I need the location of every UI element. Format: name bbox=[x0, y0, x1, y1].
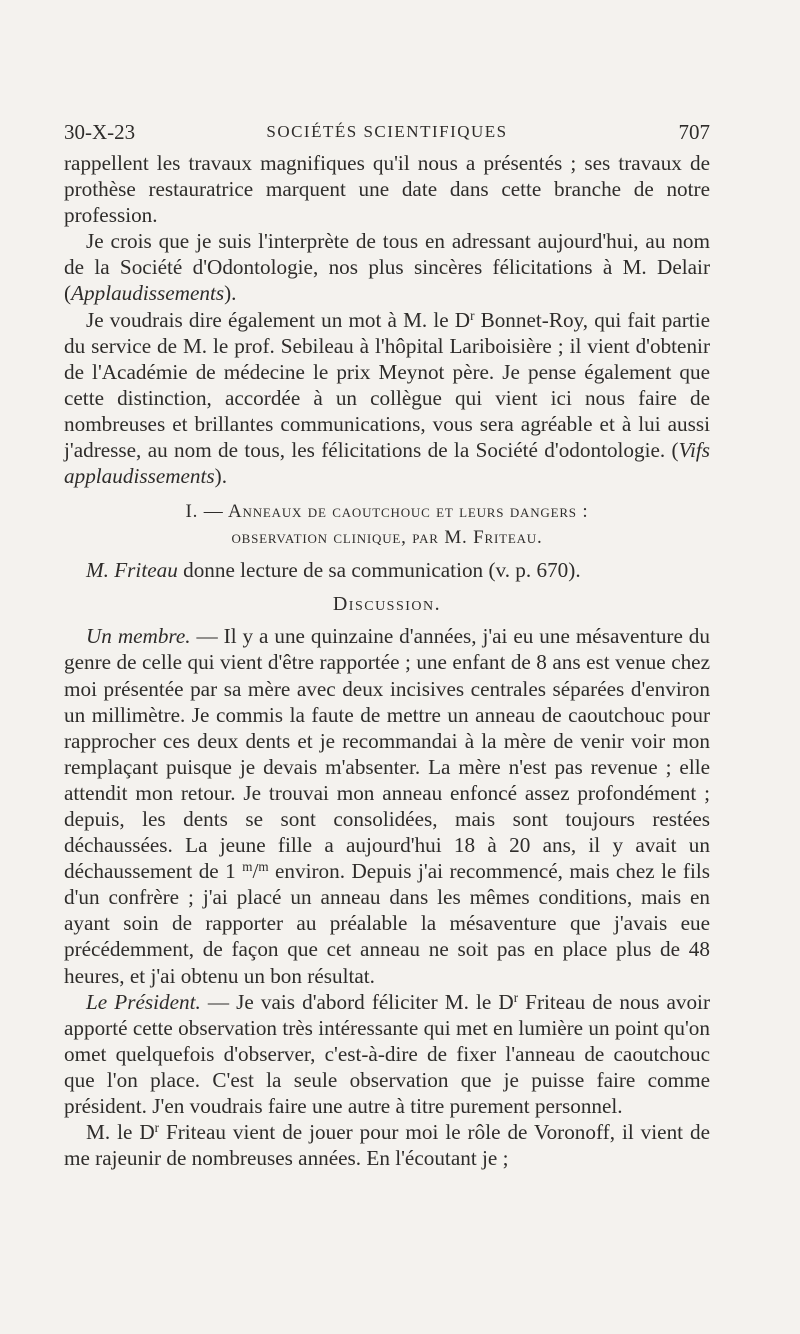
unit-slash: / bbox=[252, 859, 259, 884]
paragraph-3-text-b: Bonnet-Roy, qui fait partie du service de M. le prof. Sebileau à l'hôpital Lariboisière ; il vient d'obtenir de l'Académie de médecine le prix Meynot père. Je pense également que cette distinction, accordée à un collègue qui vient ici nous faire de nombreuses et brillantes communications, vous sera agréable et à lui aussi j'adresse, au nom de tous, les félicitations de la Société d'odontologie. ( bbox=[64, 307, 710, 463]
section-heading bbox=[64, 499, 710, 551]
header-title: SOCIÉTÉS SCIENTIFIQUES bbox=[266, 122, 508, 141]
body-text bbox=[64, 150, 710, 1171]
discussion-text-3b: Friteau vient de jouer pour moi le rôle de Voronoff, il vient de me rajeunir de nombreuses années. En l'écoutant je ; bbox=[64, 1120, 710, 1171]
discussion-title: Discussion. bbox=[332, 593, 442, 616]
section-heading-line-2: observation clinique, par M. Friteau. bbox=[231, 527, 543, 549]
paragraph-3-text-a: Je voudrais dire également un mot à M. le D bbox=[86, 307, 471, 332]
applause-note-1: Applaudissements bbox=[71, 281, 225, 306]
doctor-superscript-3: r bbox=[154, 1119, 159, 1135]
discussion-text-1-end: environ. Depuis j'ai recommencé, mais chez le fils d'un confrère ; j'ai placé un anneau dans les mêmes conditions, mais en ayant soin de rapporter au préalable la mésaventure que j'avais eue précédemment, de façon que cet anneau ne soit pas en place plus de 48 heures, et j'ai obtenu un bon résultat. bbox=[64, 859, 710, 988]
speaker-president: Le Président. bbox=[86, 989, 201, 1014]
paragraph-continuation bbox=[64, 150, 710, 228]
paragraph-voronoff bbox=[64, 1119, 710, 1171]
reading-text: donne lecture de sa communication (v. p. 670). bbox=[177, 558, 581, 583]
paragraph-reading bbox=[64, 557, 710, 583]
paragraph-bonnet-roy bbox=[64, 307, 710, 490]
doctor-superscript-2: r bbox=[513, 989, 519, 1005]
header-date: 30-X-23 bbox=[64, 120, 136, 144]
applause-note-2: Vifs applaudissements bbox=[64, 438, 710, 489]
discussion-text-1: — Il y a une quinzaine d'années, j'ai eu une mésaventure du genre de celle qui vient d'être rapportée ; une enfant de 8 ans est venue chez moi présentée par sa mère avec deux incisives centrales séparées d'environ un millimètre. Je commis la faute de mettre un anneau de caoutchouc pour rapprocher ces deux dents et je recommandai à la mère de venir voir mon remplaçant puisque je devais m'absenter. La mère n'est pas revenue ; elle attendit mon retour. Je trouvai mon anneau enfoncé assez profondément ; depuis, les dents se sont consolidées, mais sont toujours restées déchaussées. La jeune fille a aujourd'hui 18 à 20 ans, il y avait un déchaussement de 1 bbox=[64, 624, 710, 884]
unit-superscript-2: m bbox=[258, 858, 269, 874]
paragraph-1-text: rappellent les travaux magnifiques qu'il nous a présentés ; ses travaux de prothèse restauratrice marquent une date dans cette branche de notre profession. bbox=[64, 151, 710, 228]
unit-superscript-1: m bbox=[242, 858, 253, 874]
paragraph-un-membre bbox=[64, 623, 710, 988]
running-header bbox=[64, 114, 710, 150]
section-heading-line-1: I. — Anneaux de caoutchouc et leurs dangers : bbox=[185, 501, 589, 523]
discussion-text-2a: — Je vais d'abord féliciter M. le D bbox=[200, 989, 514, 1014]
paragraph-2-text: Je crois que je suis l'interprète de tous en adressant aujourd'hui, au nom de la Société d'Odontologie, nos plus sincères félicitations à M. Delair ( bbox=[64, 229, 710, 306]
speaker-friteau: M. Friteau bbox=[86, 558, 178, 583]
paragraph-2-end: ). bbox=[224, 281, 237, 306]
document-page bbox=[64, 114, 710, 1171]
paragraph-felicitations-delair bbox=[64, 228, 710, 306]
page-number: 707 bbox=[678, 120, 710, 144]
speaker-un-membre: Un membre. bbox=[86, 624, 191, 649]
discussion-text-3a: M. le D bbox=[86, 1120, 155, 1145]
paragraph-3-end: ). bbox=[214, 464, 228, 489]
discussion-text-2b: Friteau de nous avoir apporté cette observation très intéressante qui met en lumière un point qu'on omet quelquefois d'observer, c'est-à-dire de fixer l'anneau de caoutchouc que l'on place. C'est la seule observation que je puisse faire comme président. J'en voudrais faire une autre à titre purement personnel. bbox=[64, 989, 711, 1118]
doctor-superscript: r bbox=[470, 307, 475, 323]
paragraph-president bbox=[64, 989, 710, 1119]
